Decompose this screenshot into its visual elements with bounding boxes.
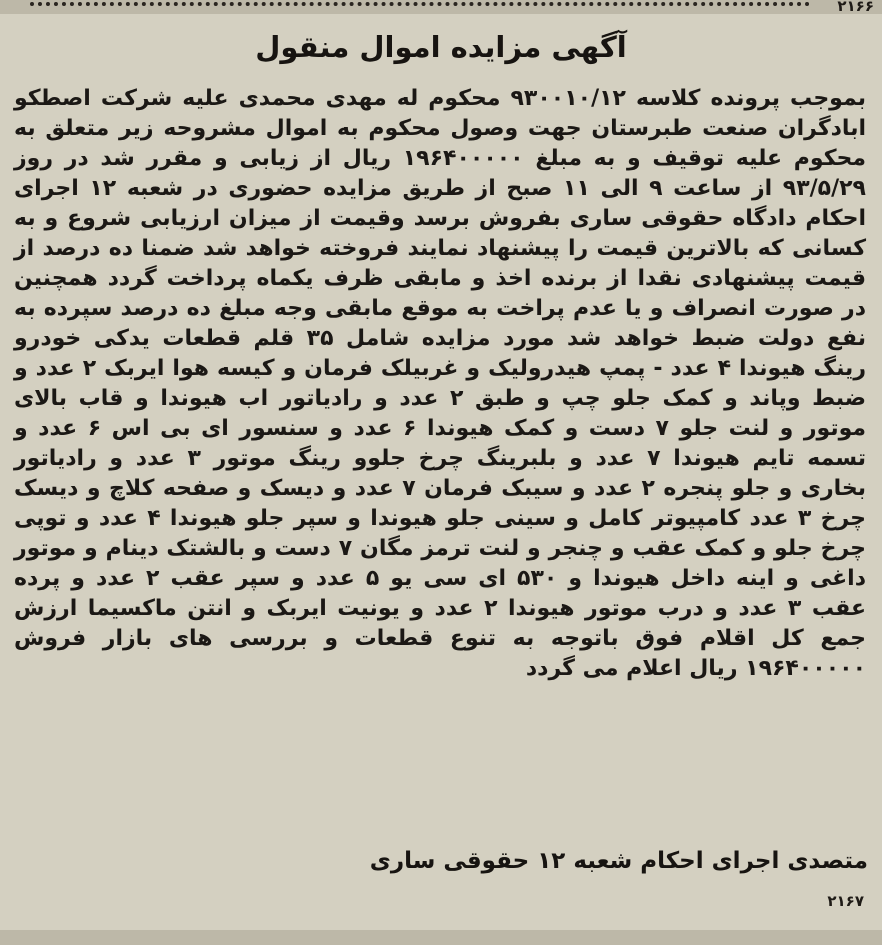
dotted-separator [30, 2, 810, 6]
previous-notice-number: ۲۱۶۶ [837, 0, 874, 15]
notice-body: بموجب پرونده کلاسه ۹۳۰۰۱۰/۱۲ محکوم له مهدی محمدی علیه شرکت اصطکو ابادگران صنعت طبرستان جهت وصول محکوم به اموال مشروحه زیر متعلق به محکوم علیه توقیف و به مبلغ ۱۹۶۴۰۰۰۰۰ ریال از زیابی و مقرر شد در روز ۹۳/۵/۲۹ از ساعت ۹ الی ۱۱ صبح از طریق مزایده حضوری در شعبه ۱۲ اجرای احکام دادگاه حقوقی ساری بفروش برسد وقیمت از میزان ارزیابی شروع و به کسانی که بالاترین قیمت را پیشنهاد نمایند فروخته خواهد شد ضمنا ده درصد از قیمت پیشنهادی نقدا از برنده اخذ و مابقی ظرف یکماه پرداخت گردد همچنین در صورت انصراف و یا عدم پراخت به موقع مابقی وجه مبلغ ده درصد سپرده به نفع دولت ضبط خواهد شد مورد مزایده شامل ۳۵ قلم قطعات یدکی خودرو رینگ هیوندا ۴ عدد - پمپ هیدرولیک و غربیلک فرمان و کیسه هوا ایربک ۲ عدد و ضبط وپاند و کمک جلو چپ و طبق ۲ عدد و رادیاتور اب هیوندا و قاب بالای موتور و لنت جلو ۷ دست و کمک هیوندا ۶ عدد و سنسور ای بی اس ۶ عدد و تسمه تایم هیوندا ۷ عدد و بلبرینگ چرخ جلوو رینگ موتور ۳ عدد و رادیاتور بخاری و جلو پنجره ۲ عدد و سیبک فرمان ۷ عدد و دیسک و صفحه کلاچ و دیسک چرخ ۳ عدد کامپیوتر کامل و سینی جلو هیوندا و سپر جلو هیوندا ۴ عدد و توپی چرخ جلو و کمک عقب و چنجر و لنت ترمز مگان ۷ دست و بالشتک دینام و موتور داغی و اینه داخل هیوندا و ۵۳۰ ای سی یو ۵ عدد و سپر عقب ۲ عدد و پرده عقب ۳ عدد و درب موتور هیوندا ۲ عدد و یونیت ایربک و انتن ماکسیما ارزش جمع کل اقلام فوق باتوجه به تنوع قطعات و بررسی های بازار فروش ۱۹۶۴۰۰۰۰۰ ریال اعلام می گردد [14, 86, 867, 681]
notice-title: آگهی مزایده اموال منقول [255, 30, 627, 64]
notice-number: ۲۱۶۷ [827, 892, 864, 910]
next-notice-edge [0, 930, 882, 945]
notice-signature: متصدی اجرای احکام شعبه ۱۲ حقوقی ساری [369, 848, 868, 874]
previous-notice-edge [0, 0, 882, 14]
